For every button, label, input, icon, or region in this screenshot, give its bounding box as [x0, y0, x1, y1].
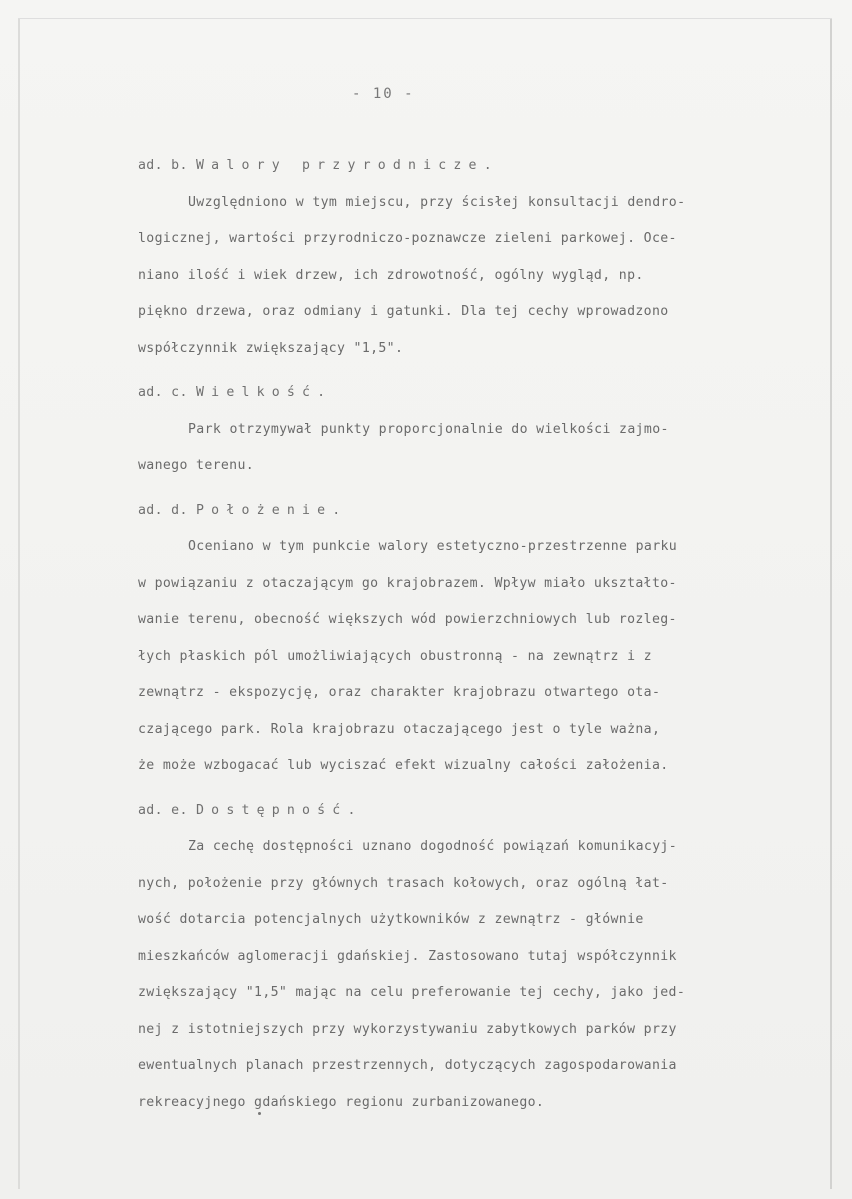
paragraph-line: że może wzbogacać lub wyciszać efekt wizualny całości założenia.: [138, 758, 669, 773]
paragraph-line: zwiększający "1,5" mając na celu preferowanie tej cechy, jako jed-: [138, 985, 686, 1000]
paragraph-line: łych płaskich pól umożliwiających obustronną - na zewnątrz i z: [138, 648, 652, 664]
page-left-edge: [18, 18, 20, 1189]
section-label: ad. b.: [138, 158, 188, 173]
paragraph-line: wość dotarcia potencjalnych użytkowników z zewnątrz - głównie: [138, 912, 644, 927]
paragraph-line: Za cechę dostępności uznano dogodność powiązań komunikacyj-: [188, 839, 678, 854]
section-heading: [138, 493, 818, 530]
section-heading: [138, 375, 818, 412]
section-title: Dostępność.: [196, 802, 363, 818]
section-label: ad. e.: [138, 802, 188, 818]
paragraph-line: czającego park. Rola krajobrazu otaczającego jest o tyle ważna,: [138, 721, 661, 737]
paragraph-line: Oceniano w tym punkcie walory estetyczno-przestrzenne parku: [188, 539, 678, 554]
paragraph-line: rekreacyjnego gdańskiego regionu zurbanizowanego.: [138, 1094, 545, 1110]
section-label: ad. d.: [138, 502, 188, 518]
page-right-edge: [830, 18, 832, 1189]
paragraph-line: współczynnik zwiększający "1,5".: [138, 340, 404, 356]
section-title: Walory przyrodnicze.: [196, 158, 499, 173]
section-label: ad. c.: [138, 385, 188, 400]
paragraph-line: Park otrzymywał punkty proporcjonalnie do wielkości zajmo-: [188, 421, 669, 437]
paragraph-line: nych, położenie przy głównych trasach kołowych, oraz ogólną łat-: [138, 875, 669, 891]
document-body: [138, 148, 818, 1121]
paragraph-line: piękno drzewa, oraz odmiany i gatunki. Dla tej cechy wprowadzono: [138, 304, 669, 319]
paragraph-line: Uwzględniono w tym miejscu, przy ścisłej konsultacji dendro-: [188, 194, 686, 210]
paragraph-line: nej z istotniejszych przy wykorzystywaniu zabytkowych parków przy: [138, 1021, 677, 1037]
section-title: Położenie.: [196, 502, 348, 518]
page-number: - 10 -: [352, 86, 415, 102]
paragraph-line: zewnątrz - ekspozycję, oraz charakter krajobrazu otwartego ota-: [138, 685, 661, 700]
section-heading: [138, 148, 818, 185]
paragraph-line: mieszkańców aglomeracji gdańskiej. Zastosowano tutaj współczynnik: [138, 948, 677, 964]
paragraph-line: wanego terenu.: [138, 458, 255, 473]
paragraph-line: ewentualnych planach przestrzennych, dotyczących zagospodarowania: [138, 1058, 677, 1073]
paragraph-line: logicznej, wartości przyrodniczo-poznawcze zieleni parkowej. Oce-: [138, 231, 677, 246]
paragraph-line: wanie terenu, obecność większych wód powierzchniowych lub rozleg-: [138, 612, 677, 627]
section-title: Wielkość.: [196, 385, 333, 400]
ink-speck: [258, 1112, 261, 1115]
paragraph-line: w powiązaniu z otaczającym go krajobrazem. Wpływ miało ukształto-: [138, 575, 677, 591]
section-heading: [138, 793, 818, 830]
page-top-edge: [18, 18, 832, 19]
paragraph-line: niano ilość i wiek drzew, ich zdrowotność, ogólny wygląd, np.: [138, 267, 644, 283]
